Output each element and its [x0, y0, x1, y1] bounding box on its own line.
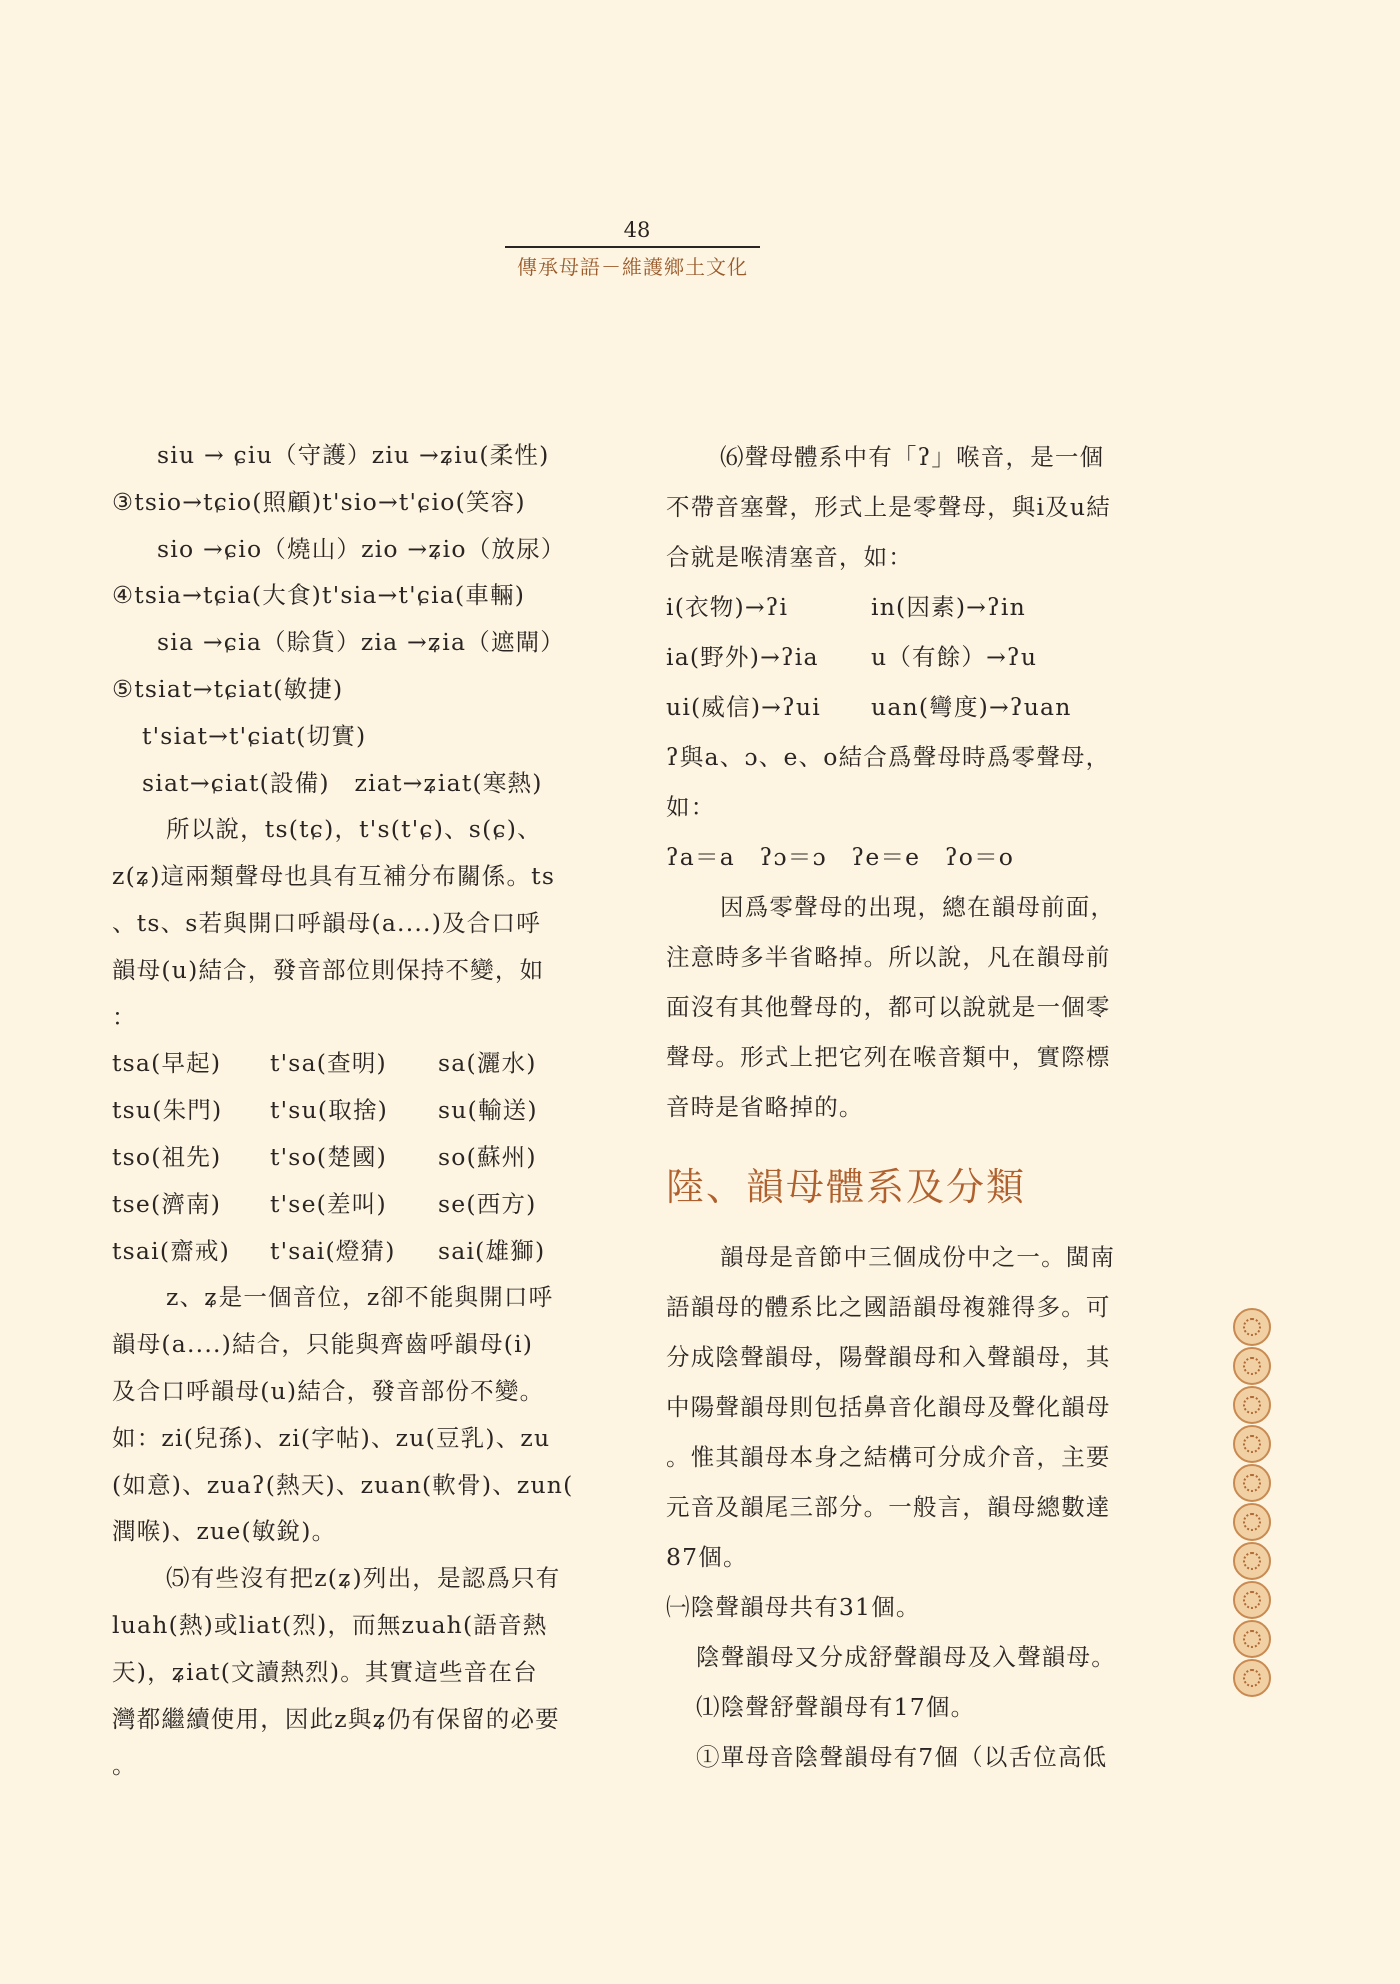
example-row: [666, 632, 1150, 682]
table-row: [112, 1134, 602, 1181]
text-line: (如意)、zuaʔ(熱天)、zuan(軟骨)、zun(: [112, 1470, 574, 1499]
seal-icon: [1233, 1347, 1271, 1385]
text-line: ③tsio→tɕio(照顧)t'sio→t'ɕio(笑容): [112, 487, 526, 516]
text-line: 音時是省略掉的。: [666, 1093, 864, 1121]
text-line: ʔ與a、ɔ、e、o結合爲聲母時爲零聲母，: [666, 743, 1111, 771]
text-line: 、ts、s若與開口呼韻母(a....)及合口呼: [112, 908, 541, 937]
text-line: ⑹聲母體系中有「ʔ」喉音，是一個: [720, 443, 1105, 471]
examples-table: [112, 1040, 602, 1274]
text-line: 韻母(u)結合，發音部位則保持不變，如: [112, 955, 545, 984]
text-line: 中陽聲韻母則包括鼻音化韻母及聲化韻母: [666, 1393, 1111, 1421]
table-cell: t'so(楚國): [270, 1142, 388, 1171]
section-heading: 陸、韻母體系及分類: [666, 1165, 1027, 1209]
text-line: 不帶音塞聲，形式上是零聲母，與i及u結: [666, 493, 1111, 521]
text-line: ʔa＝a ʔɔ＝ɔ ʔe＝e ʔo＝o: [666, 843, 1015, 871]
text-line: ⑤tsiat→tɕiat(敏捷): [112, 674, 344, 703]
header-rule: [505, 246, 760, 248]
text-line: 因爲零聲母的出現，總在韻母前面，: [720, 893, 1116, 921]
table-cell: tsai(齋戒): [112, 1236, 230, 1265]
example-item: uan(彎度)→ʔuan: [871, 693, 1072, 721]
table-cell: tse(濟南): [112, 1189, 222, 1218]
example-item: ia(野外)→ʔia: [666, 643, 819, 671]
seal-ornament: [1233, 1308, 1275, 1698]
example-row: [666, 682, 1150, 732]
text-line: 韻母(a....)結合，只能與齊齒呼韻母(i): [112, 1330, 534, 1359]
text-line: 所以說，ts(tɕ)，t's(t'ɕ)、s(ɕ)、: [166, 815, 542, 844]
text-line: 韻母是音節中三個成份中之一。閩南: [720, 1243, 1116, 1271]
text-line: 陰聲韻母又分成舒聲韻母及入聲韻母。: [696, 1643, 1116, 1671]
table-cell: tsa(早起): [112, 1049, 222, 1078]
example-item: ui(威信)→ʔui: [666, 693, 821, 721]
text-line: ⑸有些沒有把z(ʑ)列出，是認爲只有: [166, 1564, 561, 1593]
table-cell: t'se(差叫): [270, 1189, 387, 1218]
seal-icon: [1233, 1542, 1271, 1580]
text-line: 語韻母的體系比之國語韻母複雜得多。可: [666, 1293, 1111, 1321]
text-line: sio →ɕio（燒山）zio →ʑio（放尿）: [157, 534, 566, 563]
header-title: 傳承母語－維護鄉土文化: [517, 255, 748, 279]
text-line: 元音及韻尾三部分。一般言，韻母總數達: [666, 1493, 1111, 1521]
text-line: luah(熱)或liat(烈)，而無zuah(語音熱: [112, 1610, 548, 1639]
text-line: ⑴陰聲舒聲韻母有17個。: [696, 1693, 976, 1721]
text-line: ④tsia→tɕia(大食)t'sia→t'ɕia(車輛): [112, 581, 526, 610]
text-line: 如：: [666, 793, 716, 821]
text-line: z、ʑ是一個音位，z卻不能與開口呼: [166, 1283, 554, 1312]
example-item: i(衣物)→ʔi: [666, 593, 789, 621]
text-line: 注意時多半省略掉。所以說，凡在韻母前: [666, 943, 1111, 971]
table-cell: tsu(朱門): [112, 1096, 223, 1125]
text-line: ：: [112, 1002, 137, 1031]
seal-icon: [1233, 1503, 1271, 1541]
seal-icon: [1233, 1425, 1271, 1463]
glottal-examples: [666, 582, 1150, 732]
text-line: 。: [112, 1751, 137, 1780]
text-line: t'siat→t'ɕiat(切實): [142, 721, 367, 750]
text-line: 分成陰聲韻母，陽聲韻母和入聲韻母，其: [666, 1343, 1111, 1371]
table-cell: so(蘇州): [438, 1142, 537, 1171]
table-row: [112, 1228, 602, 1275]
table-cell: t'sai(燈猜): [270, 1236, 396, 1265]
text-line: siu → ɕiu（守護）ziu →ʑiu(柔性): [157, 441, 550, 469]
seal-icon: [1233, 1620, 1271, 1658]
text-line: 面沒有其他聲母的，都可以說就是一個零: [666, 993, 1111, 1021]
example-item: in(因素)→ʔin: [871, 593, 1026, 621]
text-line: 天)，ʑiat(文讀熱烈)。其實這些音在台: [112, 1657, 538, 1686]
text-line: 。惟其韻母本身之結構可分成介音，主要: [666, 1443, 1111, 1471]
text-line: siat→ɕiat(設備) ziat→ʑiat(寒熱): [142, 768, 543, 797]
seal-icon: [1233, 1386, 1271, 1424]
left-column: [112, 432, 602, 1789]
right-column: [666, 432, 1150, 1782]
table-cell: t'su(取捨): [270, 1096, 389, 1125]
text-line: sia →ɕia（賒貨）zia →ʑia（遮閘）: [157, 628, 565, 657]
table-row: [112, 1087, 602, 1134]
example-item: u（有餘）→ʔu: [871, 643, 1038, 671]
page-number: 48: [623, 218, 651, 242]
text-line: 灣都繼續使用，因此z與ʑ仍有保留的必要: [112, 1704, 560, 1733]
seal-icon: [1233, 1581, 1271, 1619]
table-cell: sai(雄獅): [438, 1236, 546, 1265]
table-cell: sa(灑水): [438, 1049, 537, 1078]
text-line: 潤喉)、zue(敏銳)。: [112, 1517, 337, 1546]
text-line: z(ʑ)這兩類聲母也具有互補分布關係。ts: [112, 862, 556, 891]
seal-icon: [1233, 1659, 1271, 1697]
example-row: [666, 582, 1150, 632]
text-line: ㈠陰聲韻母共有31個。: [666, 1593, 921, 1621]
table-cell: t'sa(查明): [270, 1049, 387, 1078]
table-cell: se(西方): [438, 1189, 537, 1218]
table-row: [112, 1181, 602, 1228]
text-line: 及合口呼韻母(u)結合，發音部份不變。: [112, 1376, 545, 1405]
text-line: 87個。: [666, 1543, 748, 1571]
text-line: 合就是喉清塞音，如：: [666, 543, 913, 571]
table-cell: tso(祖先): [112, 1142, 222, 1171]
text-line: 聲母。形式上把它列在喉音類中，實際標: [666, 1043, 1111, 1071]
text-line: 如：zi(兒孫)、zi(字帖)、zu(豆乳)、zu: [112, 1423, 551, 1452]
table-cell: su(輸送): [438, 1096, 538, 1125]
table-row: [112, 1040, 602, 1087]
seal-icon: [1233, 1464, 1271, 1502]
text-line: ①單母音陰聲韻母有7個（以舌位高低: [696, 1743, 1108, 1771]
seal-icon: [1233, 1308, 1271, 1346]
